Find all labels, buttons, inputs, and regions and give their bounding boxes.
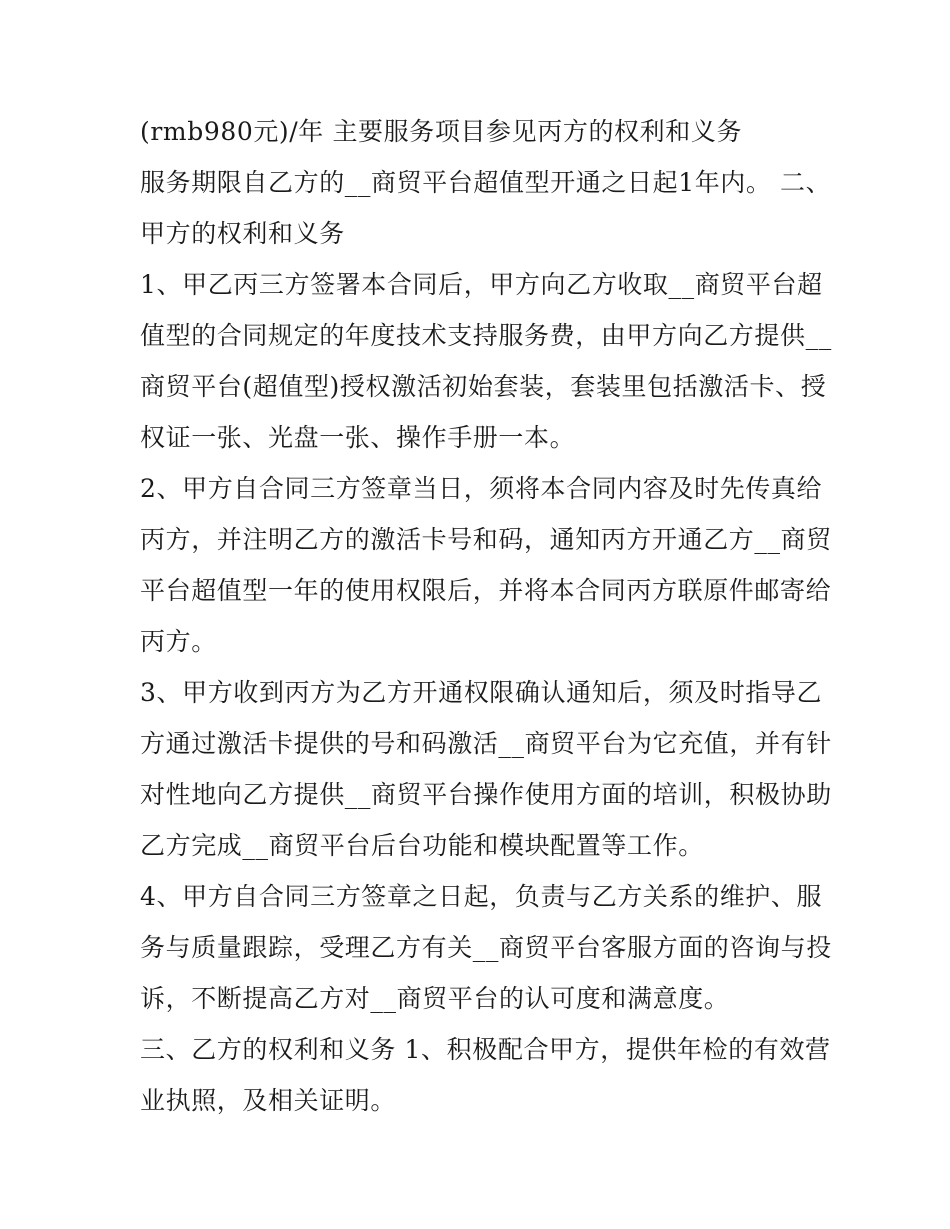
document-body <box>140 106 832 1126</box>
text-line: 诉，不断提高乙方对__商贸平台的认可度和满意度。 <box>140 984 730 1013</box>
text-line: 丙方。 <box>140 627 217 656</box>
text-line: 方通过激活卡提供的号和码激活__商贸平台为它充值，并有针 <box>140 729 832 758</box>
text-line: 甲方的权利和义务 <box>140 219 345 248</box>
text-line: 3、甲方收到丙方为乙方开通权限确认通知后，须及时指导乙 <box>140 678 823 707</box>
text-line: 服务期限自乙方的__商贸平台超值型开通之日起1年内。 二、 <box>140 168 832 197</box>
text-line: 4、甲方自合同三方签章之日起，负责与乙方关系的维护、服 <box>140 882 823 911</box>
text-line: 务与质量跟踪，受理乙方有关__商贸平台客服方面的咨询与投 <box>140 933 832 962</box>
text-line: (rmb980元)/年 主要服务项目参见丙方的权利和义务 <box>140 117 743 146</box>
text-line: 三、乙方的权利和义务 1、积极配合甲方，提供年检的有效营 <box>140 1035 831 1064</box>
text-line: 乙方完成__商贸平台后台功能和模块配置等工作。 <box>140 831 704 860</box>
text-line: 1、甲乙丙三方签署本合同后，甲方向乙方收取__商贸平台超 <box>140 270 823 299</box>
text-line: 平台超值型一年的使用权限后，并将本合同丙方联原件邮寄给 <box>140 576 832 605</box>
text-line: 2、甲方自合同三方签章当日，须将本合同内容及时先传真给 <box>140 474 823 503</box>
text-line: 业执照，及相关证明。 <box>140 1086 397 1115</box>
text-line: 丙方，并注明乙方的激活卡号和码，通知丙方开通乙方__商贸 <box>140 525 832 554</box>
text-line: 权证一张、光盘一张、操作手册一本。 <box>140 423 576 452</box>
text-line: 对性地向乙方提供__商贸平台操作使用方面的培训，积极协助 <box>140 780 832 809</box>
text-line: 值型的合同规定的年度技术支持服务费，由甲方向乙方提供__ <box>140 321 832 350</box>
text-line: 商贸平台(超值型)授权激活初始套装，套装里包括激活卡、授 <box>140 372 827 401</box>
